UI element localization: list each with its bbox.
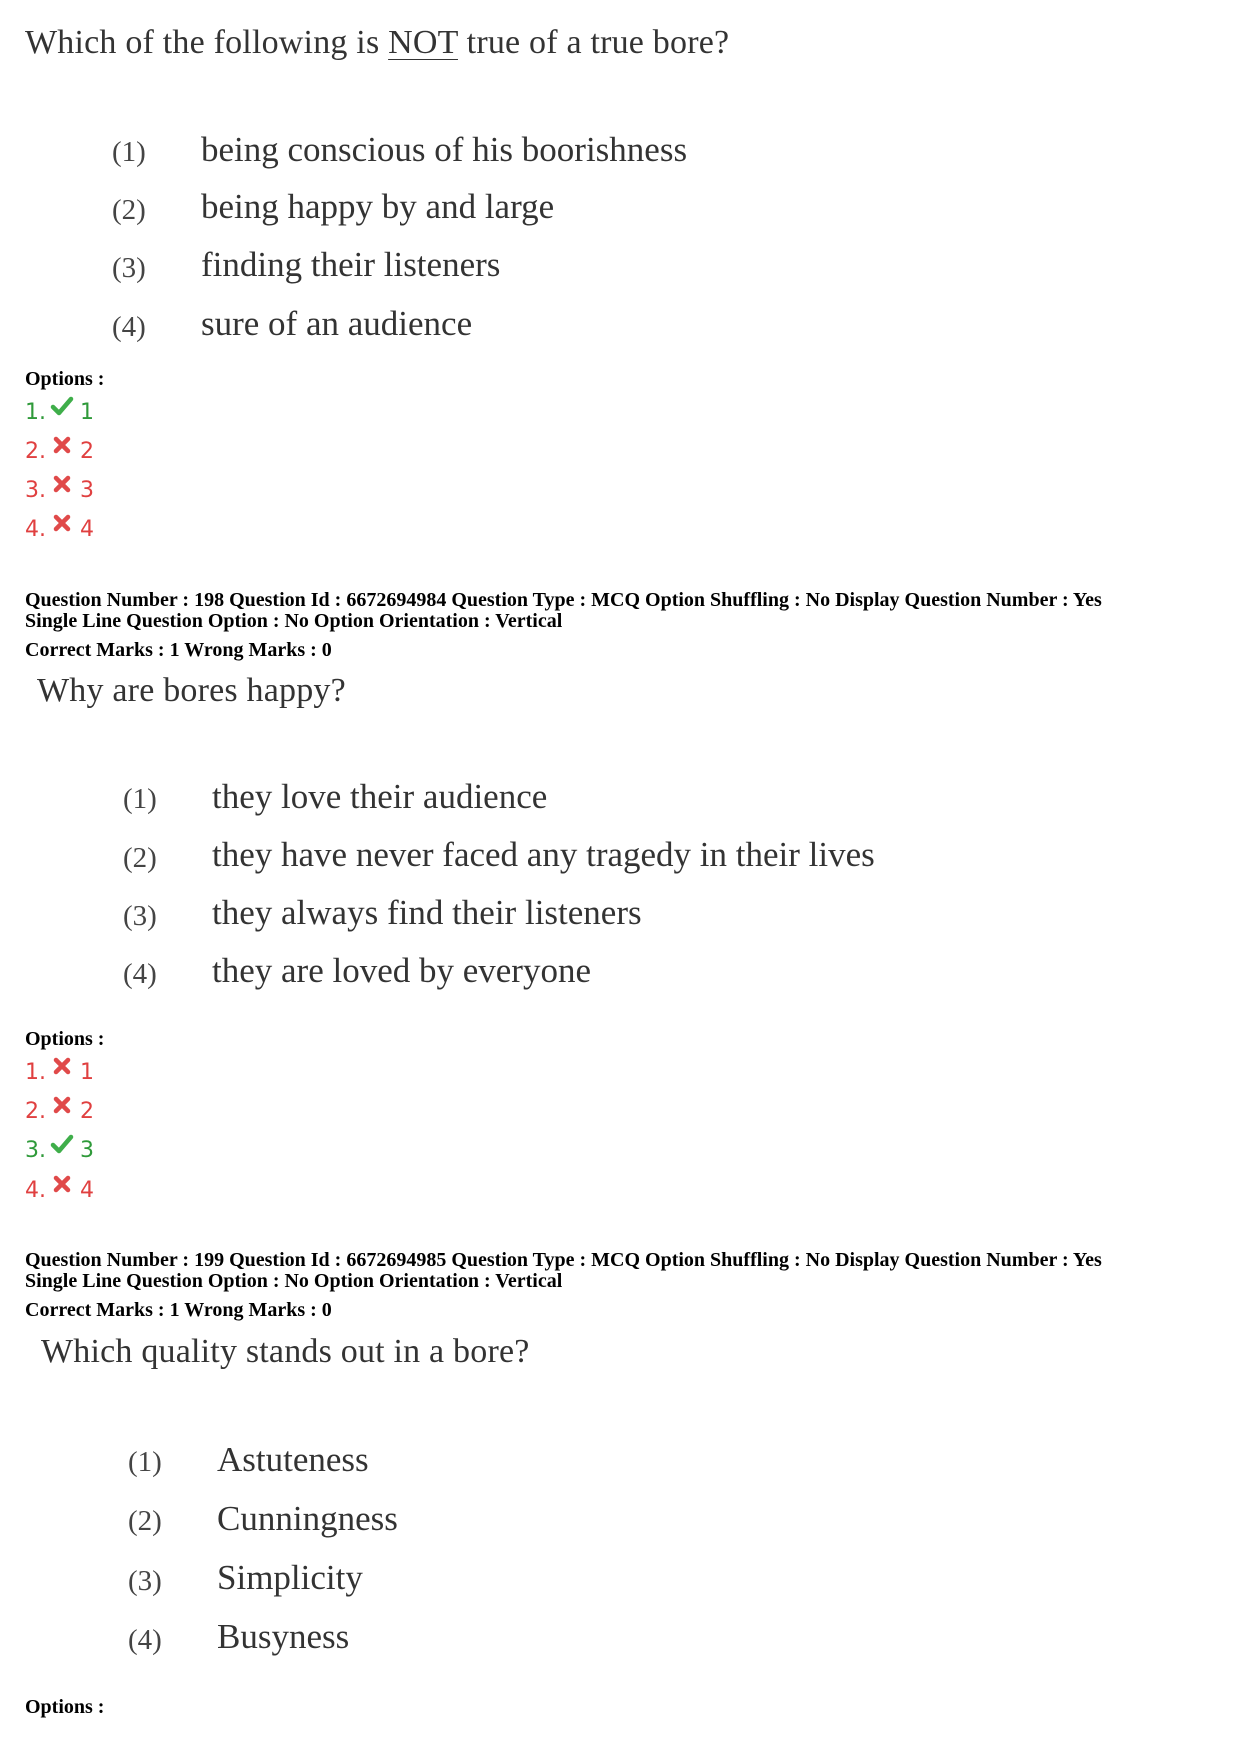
question-198-choice-1-text: they love their audience: [212, 777, 548, 816]
question-197-options-label: Options :: [25, 368, 105, 390]
question-199-text: Which quality stands out in a bore?: [41, 1333, 530, 1370]
question-198-options-label: Options :: [25, 1028, 105, 1050]
question-198-answer-1: 1. 1: [25, 1057, 94, 1087]
question-197-choice-2-text: being happy by and large: [201, 187, 555, 226]
question-197-answer-1: 1. 1: [25, 397, 94, 427]
question-199-choice-2-number: (2): [128, 1505, 162, 1537]
question-198-choice-3-number: (3): [123, 900, 157, 932]
question-198-choice-4-text: they are loved by everyone: [212, 951, 592, 990]
question-198-choice-2-number: (2): [123, 842, 157, 874]
question-198-choice-3-text: they always find their listeners: [212, 893, 642, 932]
question-199-choice-3-text: Simplicity: [217, 1558, 363, 1597]
question-199-marks: Correct Marks : 1 Wrong Marks : 0: [25, 1299, 332, 1321]
cross-icon: [50, 472, 74, 496]
question-199-meta-line-1: Question Number : 199 Question Id : 6672694985 Question Type : MCQ Option Shuffling : No Display Question Number : Yes: [25, 1249, 1102, 1271]
question-197-choice-1-text: being conscious of his boorishness: [201, 130, 688, 169]
question-197-answer-4: 4. 4: [25, 514, 94, 544]
question-198-meta-line-1: Question Number : 198 Question Id : 6672694984 Question Type : MCQ Option Shuffling : No Display Question Number : Yes: [25, 589, 1102, 611]
cross-icon: [50, 1093, 74, 1117]
question-199-choice-1-number: (1): [128, 1446, 162, 1478]
question-198-answer-4: 4. 4: [25, 1175, 94, 1205]
check-icon: [50, 394, 74, 418]
question-199-choice-4-number: (4): [128, 1624, 162, 1656]
question-197-choice-3-number: (3): [112, 252, 146, 284]
question-198-answer-3: 3. 3: [25, 1135, 94, 1165]
question-199-choice-3-number: (3): [128, 1565, 162, 1597]
cross-icon: [50, 1054, 74, 1078]
question-197-answer-2: 2. 2: [25, 436, 94, 466]
question-197-answer-3: 3. 3: [25, 475, 94, 505]
question-198-choice-4-number: (4): [123, 958, 157, 990]
cross-icon: [50, 433, 74, 457]
question-197-choice-4-number: (4): [112, 311, 146, 343]
cross-icon: [50, 1172, 74, 1196]
question-198-answer-2: 2. 2: [25, 1096, 94, 1126]
question-197-text: Which of the following is NOT true of a true bore?: [25, 24, 730, 61]
question-197-emphasis: NOT: [388, 24, 458, 61]
question-199-options-label: Options :: [25, 1696, 105, 1718]
check-icon: [50, 1132, 74, 1156]
question-198-meta-line-2: Single Line Question Option : No Option Orientation : Vertical: [25, 610, 563, 632]
question-197-choice-1-number: (1): [112, 136, 146, 168]
question-199-choice-2-text: Cunningness: [217, 1499, 398, 1538]
question-199-choice-4-text: Busyness: [217, 1617, 350, 1656]
question-198-marks: Correct Marks : 1 Wrong Marks : 0: [25, 639, 332, 661]
question-197-choice-3-text: finding their listeners: [201, 245, 501, 284]
question-199-meta-line-2: Single Line Question Option : No Option Orientation : Vertical: [25, 1270, 563, 1292]
question-197-choice-2-number: (2): [112, 194, 146, 226]
question-198-choice-1-number: (1): [123, 783, 157, 815]
question-198-text: Why are bores happy?: [37, 672, 346, 709]
question-199-choice-1-text: Astuteness: [217, 1440, 369, 1479]
question-198-choice-2-text: they have never faced any tragedy in their lives: [212, 835, 875, 874]
cross-icon: [50, 511, 74, 535]
question-197-choice-4-text: sure of an audience: [201, 304, 473, 343]
